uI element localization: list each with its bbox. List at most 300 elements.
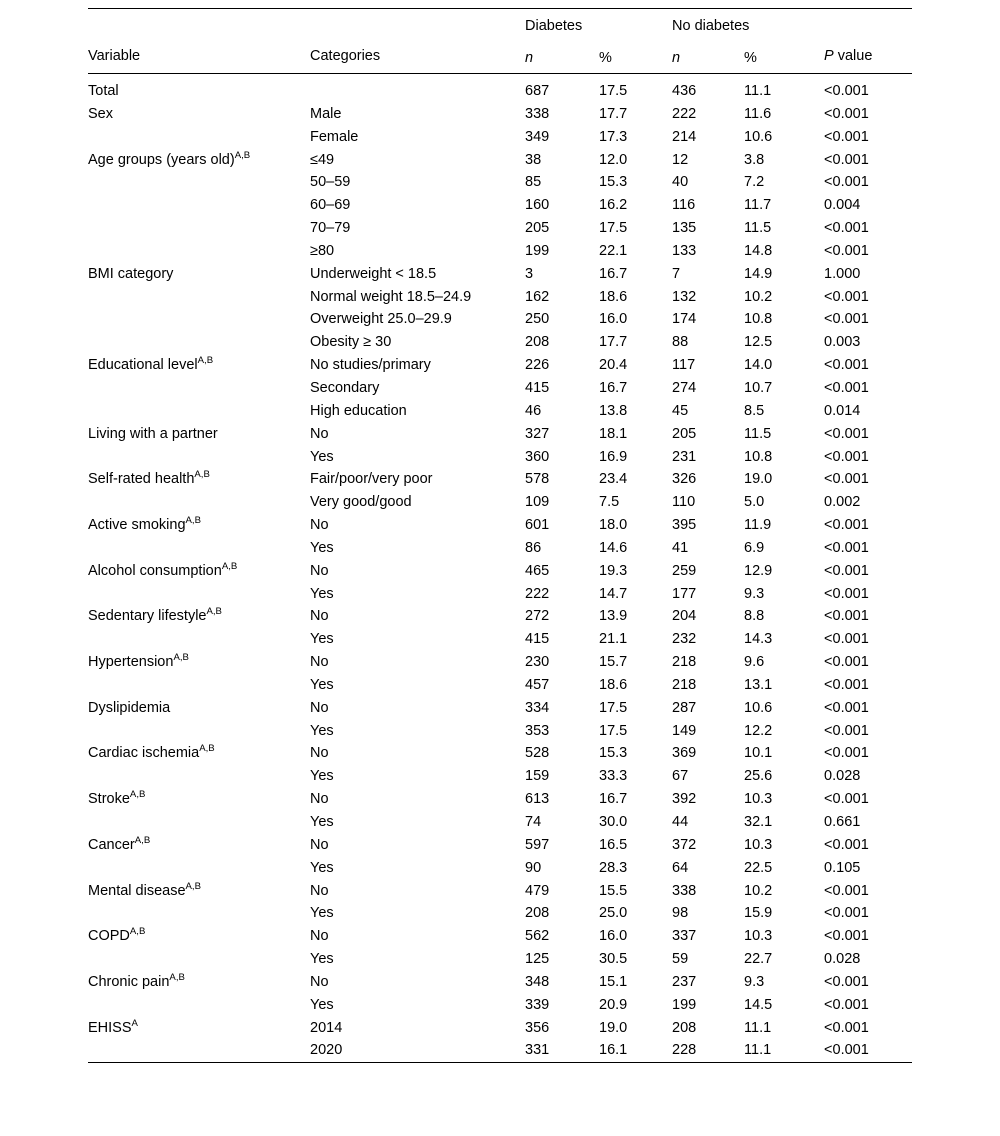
cell-diabetes-n: 159: [525, 768, 550, 785]
variable-label: Cancer: [88, 836, 135, 853]
table-row: [88, 263, 912, 286]
cell-variable: [88, 446, 310, 469]
cell-diabetes-pct: 15.3: [599, 745, 628, 762]
cell-p-value: <0.001: [824, 174, 869, 191]
cell-no-diabetes-pct: 11.5: [744, 220, 772, 237]
cell-category: Yes: [310, 722, 334, 739]
cell-diabetes-n: 160: [525, 197, 550, 214]
cell-diabetes-pct: 17.5: [599, 74, 672, 103]
cell-diabetes-pct: 7.5: [599, 494, 620, 511]
cell-no-diabetes-n: 59: [672, 951, 689, 968]
column-header-variable: Variable: [88, 48, 141, 64]
table-row: [88, 765, 912, 788]
cell-category: 50–59: [310, 174, 351, 191]
cell-no-diabetes-pct: 14.9: [744, 265, 773, 282]
cell-p-value: <0.001: [824, 631, 869, 648]
cell-no-diabetes-n: 228: [672, 1039, 744, 1062]
cell-category: Yes: [310, 676, 334, 693]
cell-variable: [88, 149, 310, 172]
cell-category: No: [310, 699, 329, 716]
cell-diabetes-pct: 33.3: [599, 768, 628, 785]
cell-diabetes-pct: 17.5: [599, 699, 628, 716]
cell-p-value: <0.001: [824, 517, 869, 534]
cell-variable: [88, 902, 310, 925]
cell-diabetes-pct: 19.0: [599, 1019, 628, 1036]
cell-variable: [88, 880, 310, 903]
cell-no-diabetes-n: 177: [672, 585, 697, 602]
table-row: [88, 834, 912, 857]
cell-no-diabetes-n: 204: [672, 608, 697, 625]
cell-diabetes-n: 528: [525, 745, 550, 762]
cell-no-diabetes-pct: 12.5: [744, 334, 773, 351]
subcolumn-header-diabetes-pct: %: [599, 43, 672, 74]
cell-no-diabetes-pct: 22.5: [744, 859, 773, 876]
cell-variable: [88, 263, 310, 286]
cell-no-diabetes-n: 214: [672, 128, 697, 145]
cell-diabetes-pct: 16.1: [599, 1039, 672, 1062]
cell-no-diabetes-n: 45: [672, 402, 689, 419]
table-row: [88, 697, 912, 720]
cell-category: 2020: [310, 1039, 525, 1062]
cell-no-diabetes-n: 98: [672, 905, 689, 922]
variable-footnote-marker: A,B: [194, 469, 210, 481]
cell-category: Yes: [310, 539, 334, 556]
cell-variable: [88, 651, 310, 674]
table-row: [88, 583, 912, 606]
cell-variable: [88, 605, 310, 628]
table-row: [88, 126, 912, 149]
cell-category: Obesity ≥ 30: [310, 334, 392, 351]
table-row: [88, 217, 912, 240]
cell-p-value: <0.001: [824, 722, 869, 739]
cell-diabetes-pct: 15.5: [599, 882, 628, 899]
cell-p-value: 0.004: [824, 197, 861, 214]
cell-diabetes-pct: 13.8: [599, 402, 628, 419]
cell-diabetes-n: 162: [525, 288, 550, 305]
cell-diabetes-n: 230: [525, 654, 550, 671]
cell-variable: [88, 925, 310, 948]
cell-diabetes-pct: 15.3: [599, 174, 628, 191]
cell-no-diabetes-pct: 8.5: [744, 402, 765, 419]
cell-no-diabetes-n: 174: [672, 311, 697, 328]
cell-no-diabetes-pct: 10.2: [744, 882, 773, 899]
cell-p-value: <0.001: [824, 220, 869, 237]
variable-label: Educational level: [88, 357, 198, 374]
variable-footnote-marker: A,B: [185, 515, 201, 527]
cell-no-diabetes-pct: 14.3: [744, 631, 773, 648]
table-row: [88, 240, 912, 263]
cell-no-diabetes-n: 326: [672, 471, 697, 488]
cell-category: Normal weight 18.5–24.9: [310, 288, 472, 305]
cell-no-diabetes-n: 395: [672, 517, 697, 534]
cell-no-diabetes-n: 7: [672, 265, 681, 282]
cell-diabetes-n: 613: [525, 791, 550, 808]
cell-diabetes-n: 578: [525, 471, 550, 488]
cell-category: No: [310, 562, 329, 579]
variable-footnote-marker: A,B: [129, 926, 146, 938]
cell-variable: [88, 103, 310, 126]
cell-variable: [88, 74, 310, 103]
cell-no-diabetes-pct: 12.9: [744, 562, 773, 579]
cell-diabetes-pct: 23.4: [599, 471, 628, 488]
table-row: [88, 994, 912, 1017]
cell-no-diabetes-n: 259: [672, 562, 697, 579]
cell-variable: [88, 400, 310, 423]
cell-diabetes-pct: 17.3: [599, 128, 628, 145]
cell-category: Yes: [310, 631, 334, 648]
cell-variable: [88, 308, 310, 331]
cell-no-diabetes-n: 337: [672, 928, 697, 945]
variable-footnote-marker: A,B: [197, 355, 214, 367]
cell-diabetes-pct: 15.1: [599, 973, 628, 990]
variable-label: Dyslipidemia: [88, 699, 171, 716]
cell-category: Yes: [310, 814, 334, 830]
variable-label: Alcohol consumption: [88, 562, 222, 579]
cell-diabetes-n: 86: [525, 539, 542, 556]
cell-category: Yes: [310, 996, 334, 1013]
cell-diabetes-n: 46: [525, 402, 542, 419]
cell-variable: [88, 971, 310, 994]
variable-label: Sedentary lifestyle: [88, 608, 207, 625]
cell-category: High education: [310, 402, 407, 419]
cell-category: ≥80: [310, 242, 335, 259]
cell-diabetes-n: 415: [525, 631, 550, 648]
cell-no-diabetes-n: 218: [672, 676, 697, 693]
cell-variable: [88, 423, 310, 446]
table-row: [88, 628, 912, 651]
cell-no-diabetes-pct: 9.3: [744, 973, 765, 990]
cell-diabetes-n: 250: [525, 311, 550, 328]
table-row: [88, 194, 912, 217]
cell-p-value: <0.001: [824, 791, 869, 808]
table-row: [88, 491, 912, 514]
table-row: [88, 308, 912, 331]
variable-footnote-marker: A,B: [134, 835, 151, 847]
cell-category: No: [310, 425, 329, 442]
cell-no-diabetes-n: 369: [672, 745, 697, 762]
cell-variable: [88, 514, 310, 537]
cell-variable: [88, 834, 310, 857]
subcolumn-header-no-diabetes-pct: %: [744, 43, 824, 74]
cell-no-diabetes-n: 231: [672, 448, 697, 465]
cell-variable: [88, 628, 310, 651]
table-row: [88, 560, 912, 583]
cell-diabetes-n: 687: [525, 74, 599, 103]
cell-p-value: <0.001: [824, 905, 869, 922]
cell-no-diabetes-pct: 10.6: [744, 128, 773, 145]
cell-diabetes-pct: 21.1: [599, 631, 628, 648]
column-header-categories: Categories: [310, 48, 381, 64]
cell-no-diabetes-n: 110: [672, 494, 696, 511]
cell-variable: [88, 286, 310, 309]
cell-variable: [88, 354, 310, 377]
cell-diabetes-pct: 15.7: [599, 654, 628, 671]
cell-variable: [88, 491, 310, 514]
cell-p-value: 0.028: [824, 768, 861, 785]
cell-no-diabetes-pct: 10.3: [744, 928, 773, 945]
cell-no-diabetes-n: 88: [672, 334, 689, 351]
cell-diabetes-pct: 20.9: [599, 996, 628, 1013]
cell-p-value: 0.002: [824, 494, 861, 511]
table-row: [88, 1039, 912, 1062]
cell-category: No: [310, 836, 329, 853]
cell-diabetes-pct: 16.7: [599, 379, 628, 396]
cell-p-value: <0.001: [824, 1039, 912, 1062]
cell-variable: [88, 948, 310, 971]
cell-no-diabetes-pct: 10.3: [744, 791, 773, 808]
cell-no-diabetes-pct: 14.5: [744, 996, 773, 1013]
subcolumn-header-diabetes-n: n: [525, 43, 599, 74]
cell-diabetes-pct: 19.3: [599, 562, 628, 579]
cell-category: Fair/poor/very poor: [310, 471, 433, 488]
cell-no-diabetes-pct: 11.7: [744, 197, 772, 214]
table-row: [88, 788, 912, 811]
cell-no-diabetes-n: 44: [672, 814, 689, 830]
cell-variable: [88, 126, 310, 149]
cell-no-diabetes-pct: 32.1: [744, 814, 773, 830]
table-row: [88, 446, 912, 469]
subcolumn-header-no-diabetes-n: n: [672, 43, 744, 74]
table-row: [88, 971, 912, 994]
cell-no-diabetes-n: 218: [672, 654, 697, 671]
cell-category: Underweight < 18.5: [310, 265, 437, 282]
cell-diabetes-n: 348: [525, 973, 550, 990]
variable-footnote-marker: A,B: [173, 652, 189, 664]
cell-p-value: <0.001: [824, 608, 869, 625]
cell-diabetes-n: 226: [525, 357, 550, 374]
cell-diabetes-pct: 17.7: [599, 334, 628, 351]
cell-diabetes-n: 272: [525, 608, 550, 625]
cell-p-value: <0.001: [824, 288, 869, 305]
cell-no-diabetes-n: 237: [672, 973, 697, 990]
cell-variable: [88, 811, 310, 834]
cell-variable: [88, 377, 310, 400]
cell-diabetes-pct: 14.7: [599, 585, 628, 602]
cell-variable: [88, 1039, 310, 1062]
cell-no-diabetes-n: 222: [672, 105, 697, 122]
cell-diabetes-n: 415: [525, 379, 550, 396]
cell-variable: [88, 742, 310, 765]
cell-p-value: <0.001: [824, 448, 869, 465]
variable-label: Stroke: [88, 791, 130, 808]
cell-diabetes-n: 465: [525, 562, 550, 579]
cell-p-value: <0.001: [824, 425, 869, 442]
cell-diabetes-pct: 22.1: [599, 242, 628, 259]
cell-diabetes-pct: 16.0: [599, 311, 628, 328]
cell-category: No: [310, 928, 329, 945]
cell-no-diabetes-pct: 10.2: [744, 288, 773, 305]
cell-no-diabetes-n: 67: [672, 768, 689, 785]
table-row: [88, 925, 912, 948]
cell-no-diabetes-pct: 9.6: [744, 654, 765, 671]
cell-p-value: <0.001: [824, 745, 869, 762]
cell-variable: [88, 194, 310, 217]
cell-category: 2014: [310, 1019, 343, 1036]
table-row: [88, 948, 912, 971]
cell-variable: [88, 468, 310, 491]
cell-diabetes-n: 205: [525, 220, 550, 237]
cell-variable: [88, 217, 310, 240]
cell-p-value: <0.001: [824, 1019, 869, 1036]
cell-p-value: 0.105: [824, 859, 861, 876]
table-row: [88, 1017, 912, 1040]
cell-p-value: <0.001: [824, 539, 869, 556]
cell-diabetes-pct: 20.4: [599, 357, 628, 374]
cell-variable: [88, 331, 310, 354]
variable-footnote-marker: A,B: [234, 149, 251, 161]
cell-no-diabetes-pct: 10.1: [744, 745, 773, 762]
cell-category: No: [310, 791, 329, 808]
cell-variable: [88, 583, 310, 606]
cell-no-diabetes-n: 436: [672, 74, 744, 103]
cell-no-diabetes-n: 287: [672, 699, 697, 716]
cell-no-diabetes-pct: 14.8: [744, 242, 773, 259]
cell-no-diabetes-pct: 22.7: [744, 951, 773, 968]
cell-variable: [88, 857, 310, 880]
cell-no-diabetes-pct: 15.9: [744, 905, 773, 922]
cell-diabetes-n: 601: [525, 517, 550, 534]
cell-variable: [88, 674, 310, 697]
cell-no-diabetes-pct: 13.1: [744, 676, 773, 693]
cell-p-value: 0.661: [824, 814, 861, 830]
table-row: [88, 286, 912, 309]
cell-no-diabetes-n: 40: [672, 174, 689, 191]
cell-category: [310, 74, 525, 103]
cell-no-diabetes-pct: 10.8: [744, 311, 773, 328]
cell-diabetes-pct: 16.2: [599, 197, 628, 214]
table-row: [88, 149, 912, 172]
cell-no-diabetes-pct: 10.8: [744, 448, 773, 465]
cell-no-diabetes-n: 132: [672, 288, 697, 305]
variable-label: EHISS: [88, 1019, 132, 1036]
cell-diabetes-n: 74: [525, 814, 542, 830]
table-row: [88, 468, 912, 491]
cell-category: Female: [310, 128, 359, 145]
cell-category: Yes: [310, 768, 334, 785]
cell-p-value: <0.001: [824, 311, 869, 328]
table-body: [88, 74, 912, 1063]
cell-no-diabetes-pct: 14.0: [744, 357, 773, 374]
table-row: [88, 605, 912, 628]
variable-label: Active smoking: [88, 517, 186, 534]
cell-diabetes-n: 331: [525, 1039, 599, 1062]
cell-p-value: <0.001: [824, 379, 869, 396]
cell-diabetes-n: 199: [525, 242, 550, 259]
cell-no-diabetes-pct: 10.3: [744, 836, 773, 853]
table-row: [88, 902, 912, 925]
statistics-table: [88, 8, 912, 1063]
cell-no-diabetes-n: 372: [672, 836, 697, 853]
cell-diabetes-pct: 13.9: [599, 608, 628, 625]
cell-no-diabetes-n: 12: [672, 151, 689, 168]
cell-no-diabetes-n: 117: [672, 357, 696, 374]
cell-category: 60–69: [310, 197, 351, 214]
variable-label: Self-rated health: [88, 471, 195, 488]
cell-p-value: <0.001: [824, 928, 869, 945]
cell-variable: [88, 994, 310, 1017]
table-row: [88, 423, 912, 446]
cell-no-diabetes-pct: 11.6: [744, 105, 772, 122]
variable-footnote-marker: A,B: [206, 606, 222, 618]
cell-no-diabetes-pct: 11.1: [744, 1019, 772, 1036]
cell-category: Yes: [310, 951, 334, 968]
cell-no-diabetes-n: 232: [672, 631, 697, 648]
table-row: [88, 720, 912, 743]
cell-category: Male: [310, 105, 342, 122]
cell-p-value: 0.028: [824, 951, 861, 968]
cell-p-value: <0.001: [824, 585, 869, 602]
cell-no-diabetes-pct: 11.1: [744, 74, 824, 103]
table-row: [88, 742, 912, 765]
cell-diabetes-n: 208: [525, 905, 550, 922]
cell-variable: [88, 560, 310, 583]
column-header-p-value: [824, 9, 912, 74]
variable-label: Age groups (years old): [88, 151, 235, 168]
cell-variable: [88, 697, 310, 720]
cell-no-diabetes-pct: 6.9: [744, 539, 765, 556]
cell-no-diabetes-n: 135: [672, 220, 697, 237]
cell-p-value: <0.001: [824, 74, 912, 103]
cell-diabetes-n: 222: [525, 585, 550, 602]
cell-no-diabetes-pct: 8.8: [744, 608, 765, 625]
table-row: [88, 514, 912, 537]
cell-diabetes-n: 457: [525, 676, 550, 693]
cell-diabetes-n: 109: [525, 494, 550, 511]
cell-p-value: 0.014: [824, 402, 861, 419]
cell-diabetes-pct: 14.6: [599, 539, 628, 556]
table-row: [88, 537, 912, 560]
cell-variable: [88, 788, 310, 811]
cell-no-diabetes-pct: 10.7: [744, 379, 773, 396]
cell-diabetes-n: 334: [525, 699, 550, 716]
p-value-italic: P: [824, 48, 834, 64]
cell-p-value: <0.001: [824, 151, 869, 168]
variable-label: Sex: [88, 105, 113, 122]
table-row: [88, 651, 912, 674]
cell-diabetes-pct: 16.9: [599, 448, 628, 465]
cell-no-diabetes-n: 64: [672, 859, 689, 876]
cell-diabetes-n: 353: [525, 722, 550, 739]
cell-diabetes-n: 85: [525, 174, 542, 191]
cell-diabetes-pct: 16.0: [599, 928, 628, 945]
cell-category: No: [310, 973, 329, 990]
cell-p-value: <0.001: [824, 836, 869, 853]
cell-diabetes-n: 360: [525, 448, 550, 465]
cell-category: No: [310, 745, 329, 762]
cell-no-diabetes-n: 41: [672, 539, 689, 556]
cell-p-value: <0.001: [824, 471, 869, 488]
cell-p-value: <0.001: [824, 973, 869, 990]
cell-no-diabetes-pct: 10.6: [744, 699, 773, 716]
cell-p-value: <0.001: [824, 996, 869, 1013]
cell-no-diabetes-n: 208: [672, 1019, 697, 1036]
cell-diabetes-pct: 16.5: [599, 836, 628, 853]
variable-footnote-marker: A,B: [129, 789, 146, 801]
cell-category: 70–79: [310, 220, 351, 237]
cell-diabetes-pct: 17.7: [599, 105, 628, 122]
cell-diabetes-pct: 17.5: [599, 220, 628, 237]
cell-diabetes-n: 356: [525, 1019, 550, 1036]
cell-p-value: <0.001: [824, 654, 869, 671]
cell-variable: [88, 240, 310, 263]
variable-footnote-marker: A,B: [199, 743, 215, 755]
cell-no-diabetes-n: 199: [672, 996, 697, 1013]
table-row: [88, 171, 912, 194]
cell-diabetes-pct: 25.0: [599, 905, 628, 922]
p-value-word: value: [837, 48, 873, 64]
variable-footnote-marker: A: [131, 1017, 138, 1029]
cell-category: No studies/primary: [310, 357, 431, 374]
